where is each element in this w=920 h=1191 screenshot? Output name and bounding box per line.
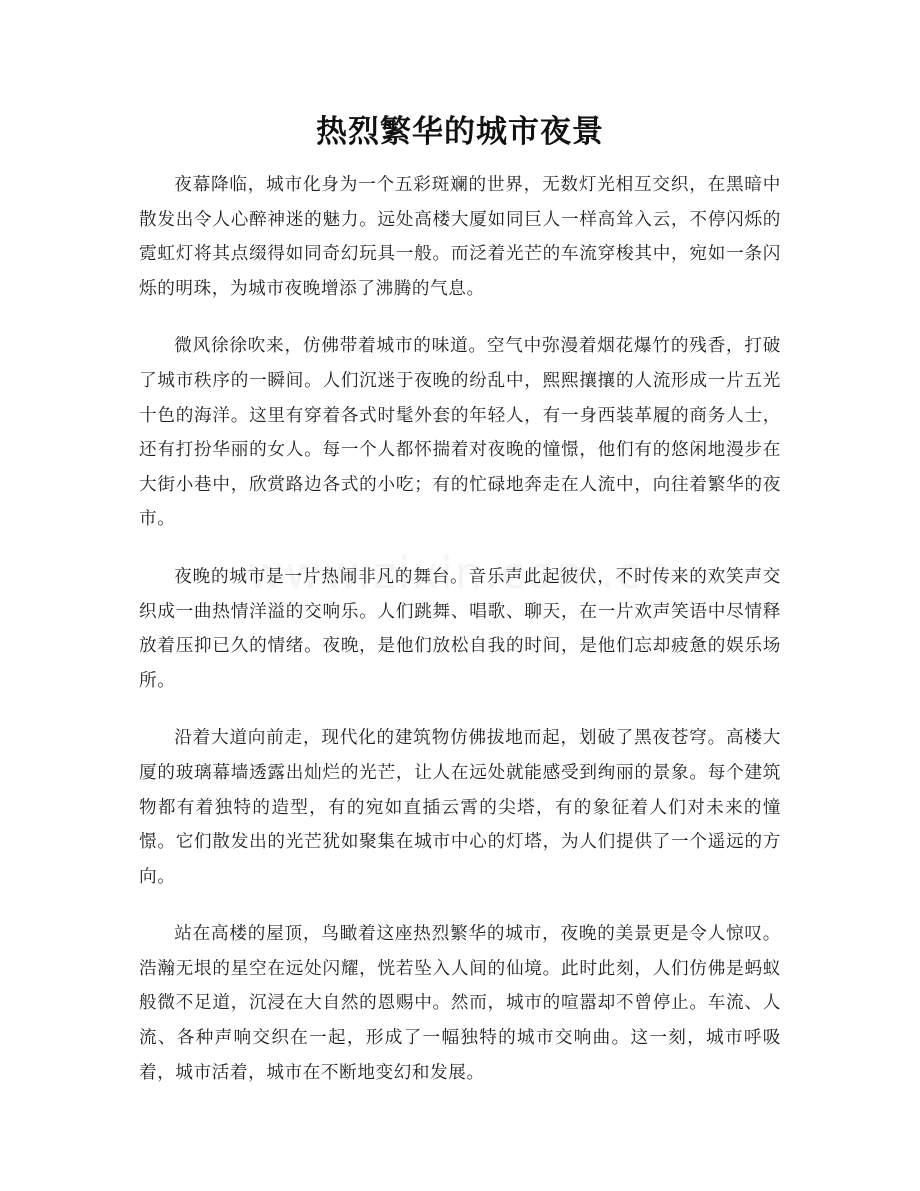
paragraph-1: 夜幕降临，城市化身为一个五彩斑斓的世界，无数灯光相互交织，在黑暗中散发出令人心醉神迷的魅力。远处高楼大厦如同巨人一样高耸入云，不停闪烁的霓虹灯将其点缀得如同奇幻玩具一般。而泛着光芒的车流穿梭其中，宛如一条闪烁的明珠，为城市夜晚增添了沸腾的气息。 <box>139 175 781 299</box>
paragraph-2: 微风徐徐吹来，仿佛带着城市的味道。空气中弥漫着烟花爆竹的残香，打破了城市秩序的一瞬间。人们沉迷于夜晚的纷乱中，熙熙攘攘的人流形成一片五光十色的海洋。这里有穿着各式时髦外套的年轻人，有一身西装革履的商务人士，还有打扮华丽的女人。每一个人都怀揣着对夜晚的憧憬，他们有的悠闲地漫步在大街小巷中，欣赏路边各式的小吃；有的忙碌地奔走在人流中，向往着繁华的夜市。 <box>139 336 781 530</box>
paragraph-3: 夜晚的城市是一片热闹非凡的舞台。音乐声此起彼伏，不时传来的欢笑声交织成一曲热情洋溢的交响乐。人们跳舞、唱歌、聊天，在一片欢声笑语中尽情释放着压抑已久的情绪。夜晚，是他们放松自我的时间，是他们忘却疲惫的娱乐场所。 <box>139 566 781 691</box>
document-body <box>139 168 781 1113</box>
paragraph-5: 站在高楼的屋顶，鸟瞰着这座热烈繁华的城市，夜晚的美景更是令人惊叹。浩瀚无垠的星空在远处闪耀，恍若坠入人间的仙境。此时此刻，人们仿佛是蚂蚁般微不足道，沉浸在大自然的恩赐中。然而，城市的喧嚣却不曾停止。车流、人流、各种声响交织在一起，形成了一幅独特的城市交响曲。这一刻，城市呼吸着，城市活着，城市在不断地变幻和发展。 <box>139 924 781 1083</box>
document-title: 热烈繁华的城市夜景 <box>316 114 604 150</box>
paragraph-4: 沿着大道向前走，现代化的建筑物仿佛拔地而起，划破了黑夜苍穹。高楼大厦的玻璃幕墙透露出灿烂的光芒，让人在远处就能感受到绚丽的景象。每个建筑物都有着独特的造型，有的宛如直插云霄的尖塔，有的象征着人们对未来的憧憬。它们散发出的光芒犹如聚集在城市中心的灯塔，为人们提供了一个遥远的方向。 <box>139 728 781 887</box>
